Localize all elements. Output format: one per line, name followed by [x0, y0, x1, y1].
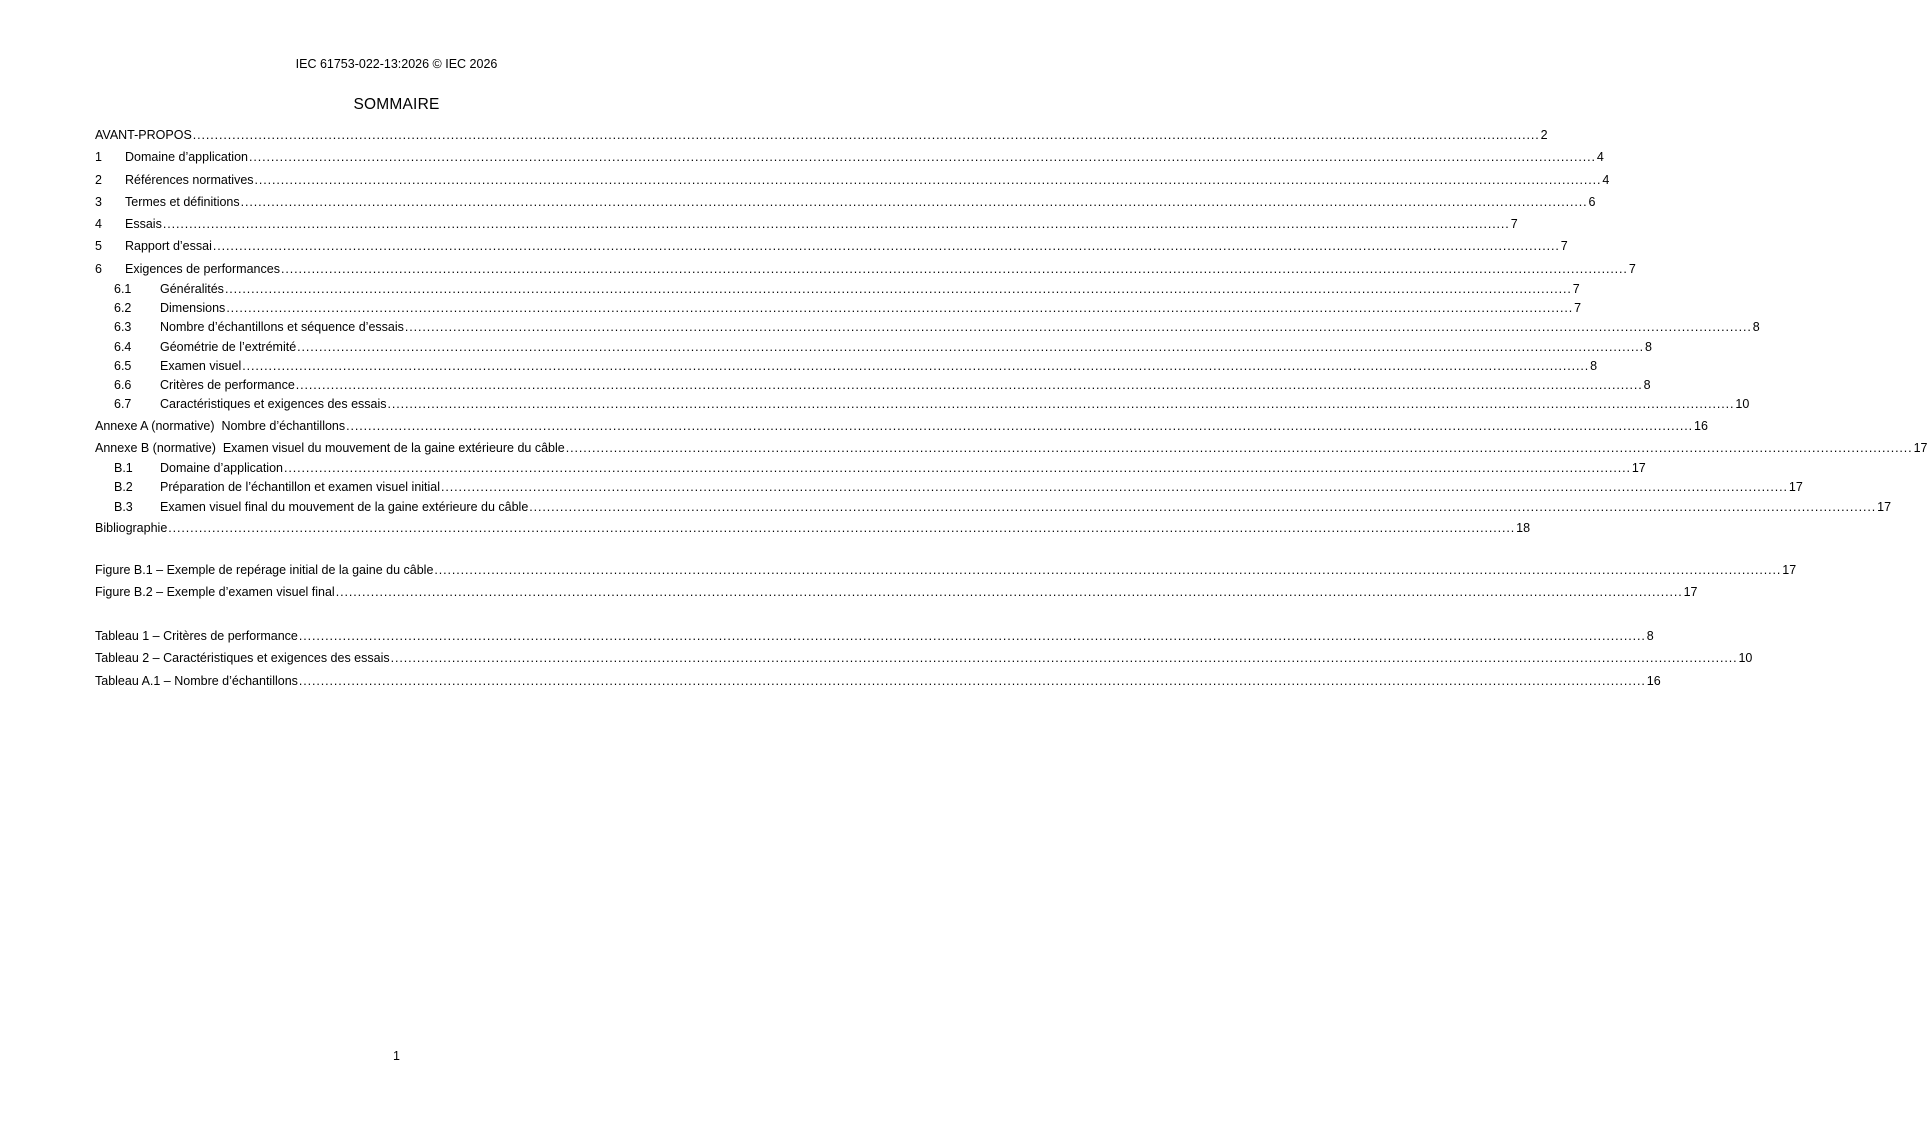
dot-leader [193, 124, 1540, 146]
toc-subentry[interactable] [95, 498, 1892, 517]
dot-leader [255, 169, 1602, 191]
dot-leader [249, 146, 1596, 168]
toc-entry-page: 2 [1540, 128, 1548, 142]
toc-entry[interactable] [95, 124, 1548, 146]
toc-entry-number: 6.3 [114, 320, 132, 335]
toc-entry-page: 10 [1738, 651, 1753, 666]
toc-entry-title: Domaine d’application [125, 150, 248, 165]
dot-leader [242, 357, 1589, 376]
toc-entry-title: Exigences de performances [125, 261, 280, 276]
toc-subentry[interactable] [95, 318, 1760, 337]
toc-entry-title: Bibliographie [95, 520, 168, 535]
toc-entry-page: 7 [1572, 281, 1580, 296]
toc-entry-title: Préparation de l’échantillon et examen visuel initial [160, 480, 441, 495]
tables-list [95, 625, 1753, 692]
toc-entry-title: Tableau A.1 – Nombre d’échantillons [95, 673, 298, 688]
toc-entry-page: 4 [1596, 150, 1604, 165]
toc-entry-page: 18 [1516, 520, 1531, 535]
toc-entry-number: B.1 [114, 461, 133, 475]
toc-entry[interactable] [95, 437, 1927, 459]
toc-entry-title: Annexe A (normative) Nombre d’échantillons [95, 418, 346, 433]
figure-entry[interactable] [95, 581, 1698, 603]
toc-entry-page: 17 [1782, 563, 1797, 577]
toc-entry-title: Domaine d’application [160, 461, 283, 475]
toc-entry-page: 17 [1877, 499, 1892, 514]
toc-entry-page: 16 [1694, 418, 1708, 433]
toc-list [95, 124, 1927, 539]
toc-entry-title: Dimensions [160, 301, 226, 315]
dot-leader [388, 395, 1735, 414]
toc-subentry[interactable] [95, 395, 1750, 414]
dot-leader [299, 670, 1646, 692]
dot-leader [163, 213, 1510, 235]
toc-subentry[interactable] [95, 280, 1580, 299]
toc-entry[interactable] [95, 258, 1636, 280]
toc-entry-page: 7 [1510, 217, 1518, 231]
dot-leader [529, 498, 1876, 517]
toc-entry[interactable] [95, 146, 1604, 168]
table-entry[interactable] [95, 647, 1753, 669]
figure-entry[interactable] [95, 559, 1797, 581]
toc-entry-number: 6.7 [114, 397, 132, 412]
toc-subentry[interactable] [95, 338, 1652, 357]
dot-leader [168, 517, 1515, 539]
dot-leader [284, 459, 1631, 478]
table-entry[interactable] [95, 670, 1661, 692]
toc-entry-page: 10 [1735, 397, 1750, 412]
toc-entry-page: 17 [1631, 461, 1646, 475]
dot-leader [566, 437, 1913, 459]
toc-entry-number: B.2 [114, 480, 133, 495]
toc-entry-page: 17 [1683, 585, 1698, 600]
dot-leader [297, 338, 1644, 357]
dot-leader [391, 647, 1738, 669]
toc-entry-number: 6.6 [114, 378, 132, 392]
toc-entry-page: 7 [1574, 301, 1582, 315]
toc-entry-title: Termes et définitions [125, 194, 240, 209]
dot-leader [296, 376, 1643, 395]
toc-entry-title: Examen visuel final du mouvement de la gaine extérieure du câble [160, 499, 529, 514]
toc-entry-title: AVANT-PROPOS [95, 128, 192, 142]
toc-entry-page: 16 [1646, 673, 1661, 688]
toc-entry-title: Références normatives [125, 172, 254, 187]
toc-subentry[interactable] [95, 357, 1598, 376]
toc-entry-number: 6.4 [114, 339, 132, 354]
toc-entry-number: 1 [95, 150, 102, 165]
toc-entry-title: Nombre d’échantillons et séquence d’essais [160, 320, 404, 335]
toc-entry-page: 17 [1913, 440, 1927, 455]
toc-entry-page: 7 [1628, 261, 1636, 276]
toc-subentry[interactable] [95, 459, 1646, 478]
dot-leader [336, 581, 1683, 603]
toc-subentry[interactable] [95, 299, 1582, 318]
dot-leader [441, 478, 1788, 497]
toc-entry-number: 5 [95, 239, 102, 254]
dot-leader [281, 258, 1628, 280]
dot-leader [299, 625, 1646, 647]
toc-entry-number: 6.5 [114, 358, 132, 373]
toc-entry-page: 7 [1560, 239, 1568, 254]
dot-leader [405, 318, 1752, 337]
toc-entry-title: Tableau 1 – Critères de performance [95, 629, 298, 643]
dot-leader [346, 415, 1693, 437]
toc-entry-number: 6 [95, 261, 102, 276]
toc-entry-number: 2 [95, 172, 102, 187]
toc-entry-page: 8 [1590, 358, 1598, 373]
dot-leader [225, 280, 1572, 299]
toc-entry-number: 3 [95, 194, 102, 209]
toc-entry-number: 6.2 [114, 301, 132, 315]
dot-leader [434, 559, 1781, 581]
toc-entry-title: Annexe B (normative) Examen visuel du mouvement de la gaine extérieure du câble [95, 440, 565, 455]
toc-entry[interactable] [95, 235, 1568, 257]
toc-entry-page: 4 [1602, 172, 1610, 187]
dot-leader [241, 191, 1588, 213]
toc-entry[interactable] [95, 169, 1610, 191]
toc-entry-title: Figure B.2 – Exemple d’examen visuel final [95, 585, 335, 600]
toc-entry-number: B.3 [114, 499, 133, 514]
toc-entry-page: 8 [1645, 339, 1652, 354]
toc-entry-page: 8 [1643, 378, 1651, 392]
toc-entry-number: 6.1 [114, 281, 132, 296]
toc-entry-title: Rapport d’essai [125, 239, 212, 254]
page-header: IEC 61753-022-13:2026 © IEC 2026 [295, 57, 498, 71]
page-number: 1 [393, 1049, 400, 1063]
toc-entry-title: Caractéristiques et exigences des essais [160, 397, 387, 412]
toc-entry-title: Tableau 2 – Caractéristiques et exigences des essais [95, 651, 390, 666]
toc-entry-title: Géométrie de l’extrémité [160, 339, 297, 354]
toc-entry-title: Figure B.1 – Exemple de repérage initial de la gaine du câble [95, 563, 434, 577]
toc-entry-title: Essais [125, 217, 162, 231]
toc-entry-title: Critères de performance [160, 378, 295, 392]
toc-entry-title: Examen visuel [160, 358, 242, 373]
toc-entry[interactable] [95, 415, 1708, 437]
toc-entry-page: 8 [1646, 629, 1654, 643]
toc-entry-title: Généralités [160, 281, 224, 296]
dot-leader [226, 299, 1573, 318]
dot-leader [213, 235, 1560, 257]
toc-entry-page: 6 [1588, 194, 1596, 209]
toc-entry-page: 17 [1788, 480, 1803, 495]
figures-list [95, 559, 1797, 604]
toc-entry[interactable] [95, 517, 1531, 539]
toc-entry[interactable] [95, 191, 1596, 213]
table-entry[interactable] [95, 625, 1654, 647]
toc-subentry[interactable] [95, 376, 1651, 395]
toc-entry-number: 4 [95, 217, 102, 231]
toc-entry-page: 8 [1752, 320, 1760, 335]
page-title: SOMMAIRE [353, 96, 440, 113]
toc-entry[interactable] [95, 213, 1518, 235]
toc-subentry[interactable] [95, 478, 1803, 497]
